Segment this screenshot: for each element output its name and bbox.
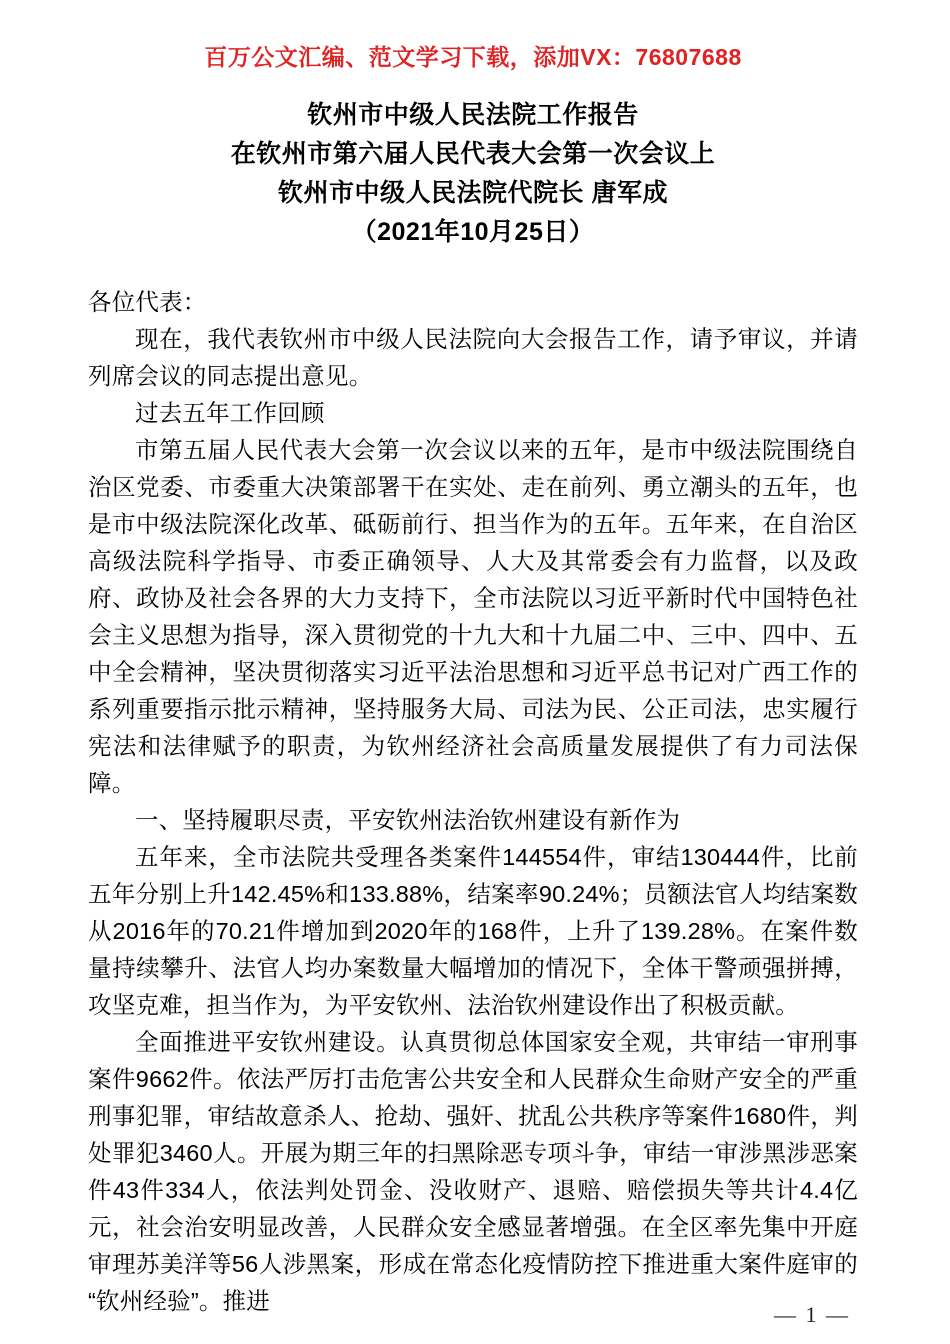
document-title-block xyxy=(88,96,858,252)
document-title-line-4: （2021年10月25日） xyxy=(351,218,595,246)
paragraph: 各位代表： xyxy=(88,289,207,315)
section-heading: 过去五年工作回顾 xyxy=(135,400,325,426)
paragraph: 市第五届人民代表大会第一次会议以来的五年，是市中级法院围绕自治区党委、市委重大决策部署干在实处、走在前列、勇立潮头的五年，也是市中级法院深化改革、砥砺前行、担当作为的五年。五年来，在自治区高级法院科学指导、市委正确领导、人大及其常委会有力监督，以及政府、政协及社会各界的大力支持下，全市法院以习近平新时代中国特色社会主义思想为指导，深入贯彻党的十九大和十九届二中、三中、四中、五中全会精神，坚决贯彻落实习近平法治思想和习近平总书记对广西工作的系列重要指示批示精神，坚持服务大局、司法为民、公正司法，忠实履行宪法和法律赋予的职责，为钦州经济社会高质量发展提供了有力司法保障。 xyxy=(88,437,858,796)
paragraph: 全面推进平安钦州建设。认真贯彻总体国家安全观，共审结一审刑事案件9662件。依法严厉打击危害公共安全和人民群众生命财产安全的严重刑事犯罪，审结故意杀人、抢劫、强奸、扰乱公共秩序等案件1680件，判处罪犯3460人。开展为期三年的扫黑除恶专项斗争，审结一审涉黑涉恶案件43件334人，依法判处罚金、没收财产、退赔、赔偿损失等共计4.4亿元，社会治安明显改善，人民群众安全感显著增强。在全区率先集中开庭审理苏美洋等56人涉黑案，形成在常态化疫情防控下推进重大案件庭审的“钦州经验”。推进 xyxy=(88,1029,858,1314)
page-number: — 1 — xyxy=(774,1302,850,1327)
document-title-line-1: 钦州市中级人民法院工作报告 xyxy=(307,101,639,129)
document-body xyxy=(88,284,858,1320)
paragraph: 现在，我代表钦州市中级人民法院向大会报告工作，请予审议，并请列席会议的同志提出意见。 xyxy=(88,326,858,389)
section-heading: 一、坚持履职尽责，平安钦州法治钦州建设有新作为 xyxy=(135,807,681,833)
document-title-line-2: 在钦州市第六届人民代表大会第一次会议上 xyxy=(230,140,716,168)
watermark-notice: 百万公文汇编、范文学习下载，添加VX：76807688 xyxy=(204,44,742,70)
paragraph: 五年来，全市法院共受理各类案件144554件，审结130444件，比前五年分别上升142.45%和133.88%，结案率90.24%；员额法官人均结案数从2016年的70.21件增加到2020年的168件，上升了139.28%。在案件数量持续攀升、法官人均办案数量大幅增加的情况下，全体干警顽强拼搏，攻坚克难，担当作为，为平安钦州、法治钦州建设作出了积极贡献。 xyxy=(88,844,858,1018)
document-title-line-3: 钦州市中级人民法院代院长 唐军成 xyxy=(278,179,668,207)
